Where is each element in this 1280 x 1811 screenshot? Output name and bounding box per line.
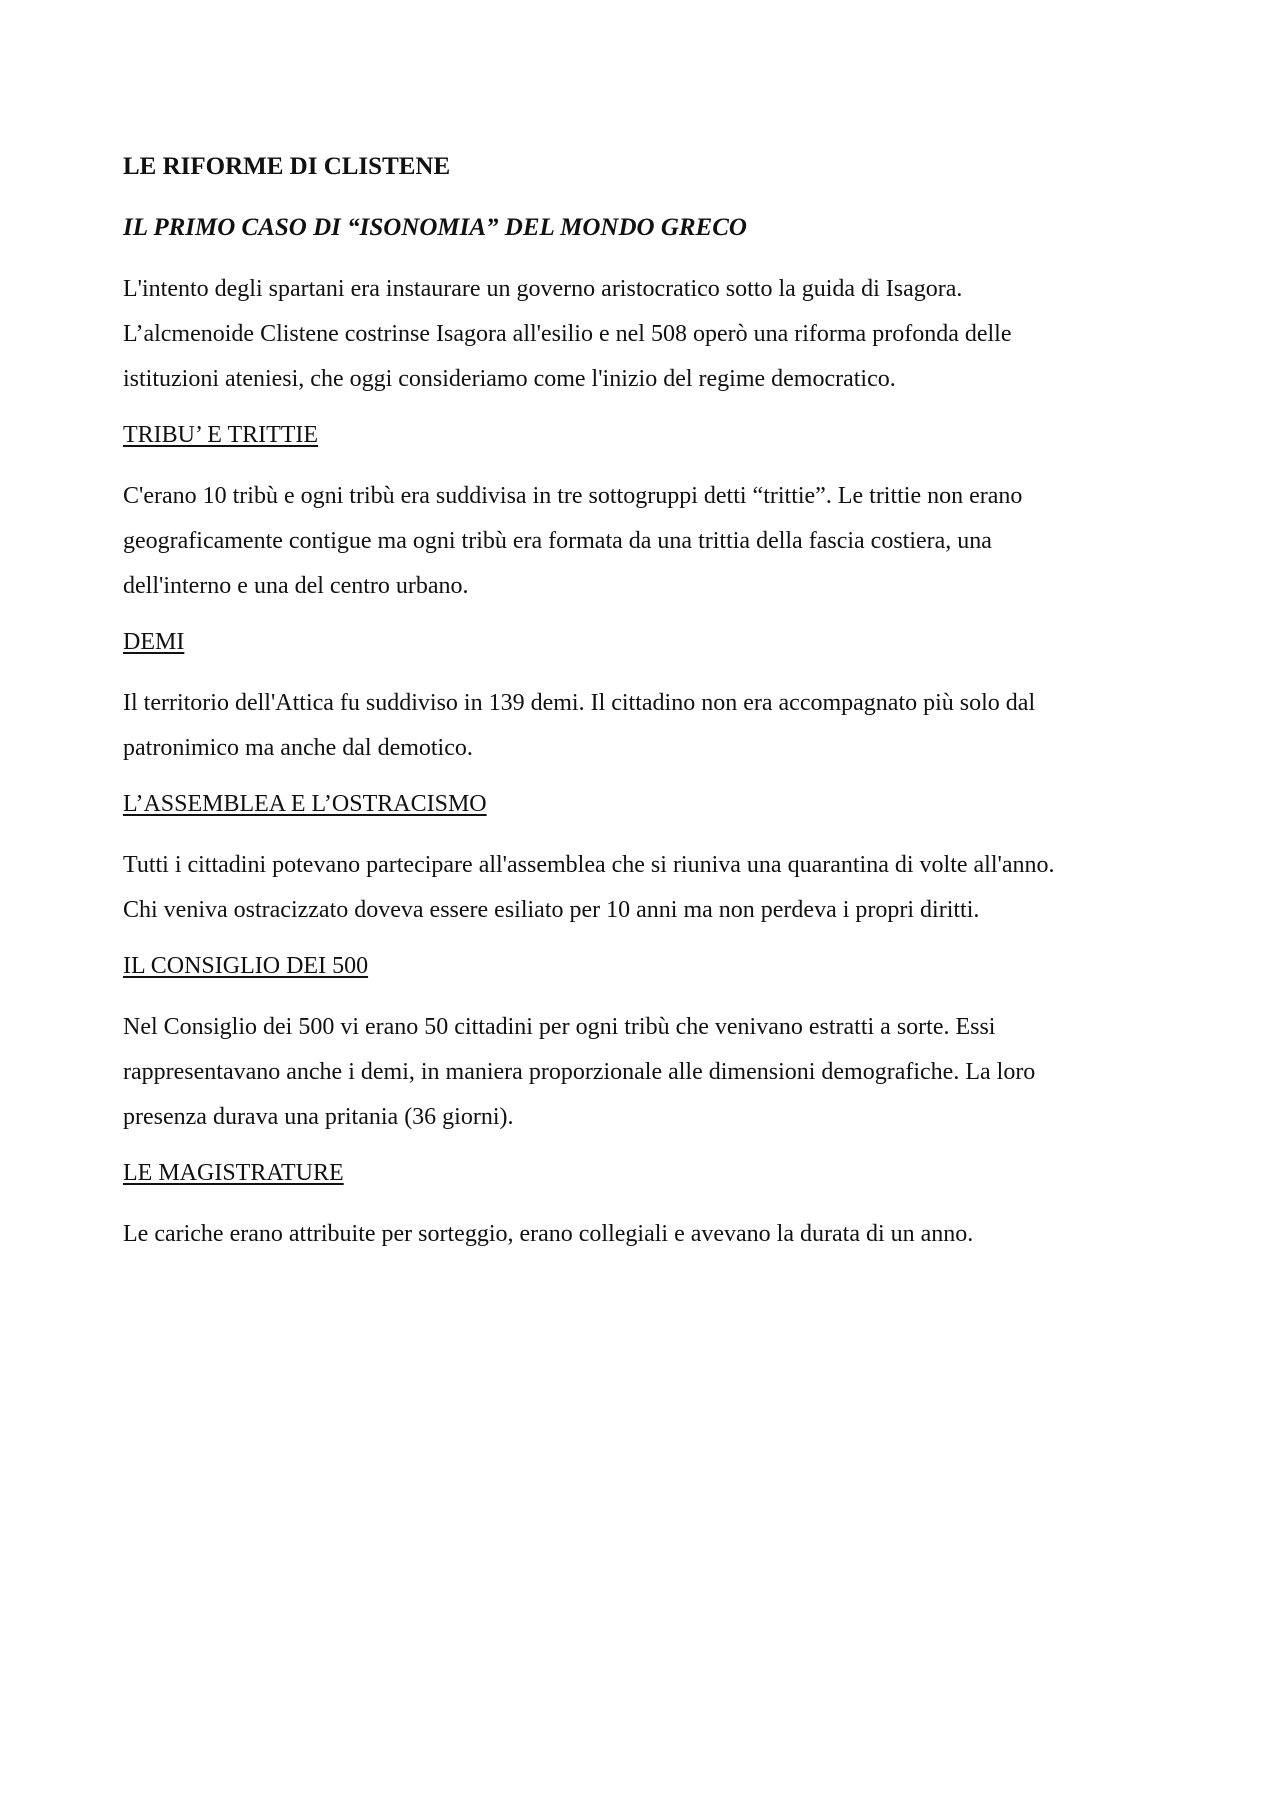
document-title: LE RIFORME DI CLISTENE [123, 153, 451, 180]
section-paragraph-demi [123, 681, 1163, 771]
document-subtitle: IL PRIMO CASO DI “ISONOMIA” DEL MONDO GRECO [123, 214, 747, 241]
text-line: presenza durava una pritania (36 giorni). [123, 1104, 514, 1130]
section-heading-tribu-trittie: TRIBU’ E TRITTIE [123, 422, 319, 448]
section-paragraph-tribu-trittie [123, 474, 1163, 609]
section-heading-demi: DEMI [123, 629, 185, 655]
text-line: Nel Consiglio dei 500 vi erano 50 cittadini per ogni tribù che venivano estratti a sorte. Essi [123, 1014, 996, 1040]
text-line: rappresentavano anche i demi, in maniera proporzionale alle dimensioni demografiche. La loro [123, 1059, 1036, 1085]
text-line: patronimico ma anche dal demotico. [123, 735, 473, 761]
section-heading-magistrature: LE MAGISTRATURE [123, 1160, 344, 1186]
text-line: geograficamente contigue ma ogni tribù era formata da una trittia della fascia costiera, una [123, 528, 992, 554]
section-paragraph-assemblea [123, 843, 1163, 933]
text-line: Il territorio dell'Attica fu suddiviso in 139 demi. Il cittadino non era accompagnato più solo dal [123, 690, 1036, 716]
document-body [123, 150, 1163, 1273]
section-paragraph-consiglio [123, 1005, 1163, 1140]
section-paragraph-magistrature [123, 1212, 1163, 1257]
text-line: Tutti i cittadini potevano partecipare all'assemblea che si riuniva una quarantina di volte all'anno. [123, 852, 1055, 878]
text-line: Le cariche erano attribuite per sorteggio, erano collegiali e avevano la durata di un anno. [123, 1221, 974, 1247]
text-line: Chi veniva ostracizzato doveva essere esiliato per 10 anni ma non perdeva i propri diritti. [123, 897, 980, 923]
text-line: istituzioni ateniesi, che oggi consideriamo come l'inizio del regime democratico. [123, 366, 896, 392]
text-line: L’alcmenoide Clistene costrinse Isagora all'esilio e nel 508 operò una riforma profonda delle [123, 321, 1012, 347]
section-heading-consiglio: IL CONSIGLIO DEI 500 [123, 953, 369, 979]
intro-paragraph [123, 267, 1163, 402]
text-line: C'erano 10 tribù e ogni tribù era suddivisa in tre sottogruppi detti “trittie”. Le trittie non erano [123, 483, 1023, 509]
text-line: dell'interno e una del centro urbano. [123, 573, 469, 599]
section-heading-assemblea: L’ASSEMBLEA E L’OSTRACISMO [123, 791, 487, 817]
text-line: L'intento degli spartani era instaurare un governo aristocratico sotto la guida di Isagora. [123, 276, 963, 302]
